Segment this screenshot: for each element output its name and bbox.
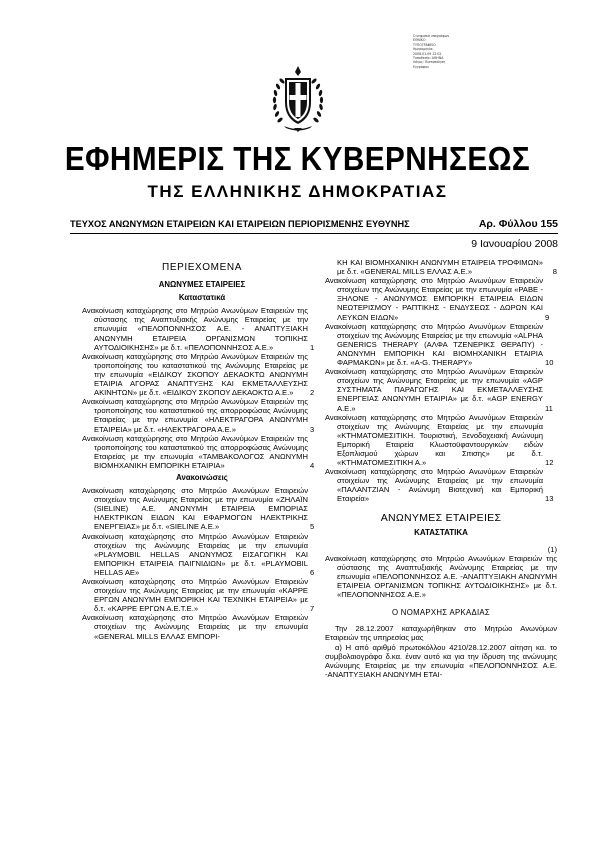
body-section-title: ΑΝΩΝΥΜΕΣ ΕΤΑΙΡΕΙΕΣ bbox=[380, 511, 502, 524]
toc-entry-text: Ανακοίνωση καταχώρησης στο Μητρώο Ανωνύμων Εταιρειών της τροποποίησης του καταστατικού της απορροφώσας Ανώνυμης Εταιρείας με την επωνυμία «ΗΛΕΚΤΡΑΓΟΡΑ ΑΝΩΝΥΜΗ ΕΤΑΙΡΕΙΑ» με δ.τ. «ΗΛΕΚΤΡΑΓΟΡΑ Α.Ε.» bbox=[82, 397, 308, 434]
toc-entry-text: Ανακοίνωση καταχώρησης στο Μητρώο Ανωνύμων Εταιρειών στοιχείων της Ανώνυμης Εταιρείας με την επωνυμία «ΚΤΗΜΑΤΟΜΕΣΙΤΙΚΗ. Τουριστική, Ξενοδοχειακή Ανώνυμη Εμπορική Εταιρεία Κλωστοϋφαντουργικών ειδών Εξοπλισμού χώρων και Σιτισης» με δ.τ. «ΚΤΗΜΑΤΟΜΕΣΙΤΙΚΗ Α.» bbox=[325, 412, 543, 468]
toc-entry-text: Ανακοίνωση καταχώρησης στο Μητρώο Ανωνύμων Εταιρειών στοιχείων της Ανώνυμης Εταιρείας με την επωνυμία «AGP ΣΥΣΤΗΜΑΤΑ ΠΑΡΑΓΩΓΗΣ ΚΑΙ ΕΚΜΕΤΑΛΛΕΥΣΗΣ ΕΝΕΡΓΕΙΑΣ ΑΝΩΝΥΜΗ ΕΤΑΙΡΙΑ» με δ.τ. «AGP ENERGY A.E.» bbox=[325, 367, 543, 413]
contents-column-left bbox=[82, 258, 322, 641]
toc-entry-text: Ανακοίνωση καταχώρησης στο Μητρώο Ανωνύμων Εταιρειών στοιχείων της Ανώνυμης Εταιρείας με την επωνυμία «GENERAL MILLS ΕΛΛΑΣ ΕΜΠΟΡΙ- bbox=[82, 613, 308, 641]
contents-column-right bbox=[325, 258, 557, 679]
toc-entry-text: Ανακοίνωση καταχώρησης στο Μητρώο Ανωνύμων Εταιρειών στοιχείων της Ανώνυμης Εταιρείας με την επωνυμία «ΖΗΛΑΪΝ (SIELINE) Α.Ε. ΑΝΩΝΥΜΗ ΕΤΑΙΡΕΙΑ ΕΜΠΟΡΙΑΣ ΗΛΕΚΤΡΙΚΩΝ ΕΙΔΩΝ ΚΑΙ ΕΦΑΡΜΟΓΩΝ ΗΛΕΚΤΡΙΚΗΣ ΕΝΕΡΓΕΙΑΣ» με δ.τ. «SIELINE A.E.» bbox=[82, 486, 308, 532]
toc-entry[interactable]: Ανακοίνωση καταχώρησης στο Μητρώο Ανωνύμων Εταιρειών στοιχείων της Ανώνυμης Εταιρείας με την επωνυμία «ALPHA GENERICS THERAPY (ΑΛΦΑ ΤΖΕΝΕΡΙΚΣ ΘΕΡΑΠΥ) - ΑΝΩΝΥΜΗ ΕΜΠΟΡΙΚΗ ΚΑΙ ΒΙΟΜΗΧΑΝΙΚΗ ΕΤΑΙΡΙΑ ΦΑΡΜΑΚΩΝ» με δ.τ. «A-G. THERAPY» 10 bbox=[325, 321, 554, 368]
toc-entry-text: Ανακοίνωση καταχώρησης στο Μητρώο Ανωνύμων Εταιρειών της σύστασης της Αναπτυξιακής Ανώνυμης Εταιρείας με την επωνυμία «ΠΕΛΟΠΟΝΝΗΣΟΣ Α.Ε. - ΑΝΑΠΤΥΞΙΑΚΗ ΑΝΩΝΥΜΗ ΕΤΑΙΡΕΙΑ ΟΡΓΑΝΙΣΜΩΝ ΤΟΠΙΚΗΣ ΑΥΤΟΔΙΟΙΚΗΣΗΣ» με δ.τ. «ΠΕΛΟΠΟΝΝΗΣΟΣ Α.Ε.» bbox=[82, 306, 308, 352]
toc-entry[interactable] bbox=[82, 613, 322, 640]
body-section-subtitle: ΚΑΤΑΣΤΑΤΙΚΑ bbox=[414, 527, 468, 537]
toc-entry-continued[interactable] bbox=[325, 258, 557, 276]
toc-entry[interactable]: Ανακοίνωση καταχώρησης στο Μητρώο Ανωνύμων Εταιρειών της σύστασης της Αναπτυξιακής Ανώνυμης Εταιρείας με την επωνυμία «ΠΕΛΟΠΟΝΝΗΣΟΣ Α.Ε. - ΑΝΑΠΤΥΞΙΑΚΗ ΑΝΩΝΥΜΗ ΕΤΑΙΡΕΙΑ ΟΡΓΑΝΙΣΜΩΝ ΤΟΠΙΚΗΣ ΑΥΤΟΔΙΟΙΚΗΣΗΣ» με δ.τ. «ΠΕΛΟΠΟΝΝΗΣΟΣ Α.Ε.» 1 bbox=[82, 306, 315, 352]
toc-entry[interactable]: Ανακοίνωση καταχώρησης στο Μητρώο Ανωνύμων Εταιρειών στοιχείων της Ανώνυμης Εταιρείας με την επωνυμία «ΖΗΛΑΪΝ (SIELINE) Α.Ε. ΑΝΩΝΥΜΗ ΕΤΑΙΡΕΙΑ ΕΜΠΟΡΙΑΣ ΗΛΕΚΤΡΙΚΩΝ ΕΙΔΩΝ ΚΑΙ ΕΦΑΡΜΟΓΩΝ ΗΛΕΚΤΡΙΚΗΣ ΕΝΕΡΓΕΙΑΣ» με δ.τ. «SIELINE A.E.» 5 bbox=[82, 486, 315, 532]
issue-date: 9 Ιανουαρίου 2008 bbox=[471, 238, 558, 250]
issue-row bbox=[70, 219, 558, 233]
prefecture-heading: Ο ΝΟΜΑΡΧΗΣ ΑΡΚΑΔΙΑΣ bbox=[391, 608, 491, 618]
stamp-line: Λόγος: Πιστοποίηση bbox=[413, 60, 446, 65]
toc-entry-text: Ανακοίνωση καταχώρησης στο Μητρώο Ανωνύμων Εταιρειών στοιχείων της Ανώνυμης Εταιρείας με την επωνυμία «PLAYMOBIL HELLAS ΑΝΩΝΥΜΟΣ ΕΙΣΑΓΩΓΙΚΗ ΚΑΙ ΕΜΠΟΡΙΚΗ ΕΤΑΙΡΕΙΑ ΠΑΙΓΝΙΔΙΩΝ» με δ.τ. «PLAYMOBIL HELLAS AE» bbox=[82, 531, 308, 577]
stamp-line: Εγγράφου bbox=[413, 64, 429, 69]
toc-entry[interactable]: Ανακοίνωση καταχώρησης στο Μητρώο Ανωνύμων Εταιρειών της τροποποίησης του καταστατικού της απορροφώσας Ανώνυμης Εταιρείας με την επωνυμία «ΗΛΕΚΤΡΑΓΟΡΑ ΑΝΩΝΥΜΗ ΕΤΑΙΡΕΙΑ» με δ.τ. «ΗΛΕΚΤΡΑΓΟΡΑ Α.Ε.» 3 bbox=[82, 397, 315, 434]
toc-entry[interactable]: Ανακοίνωση καταχώρησης στο Μητρώο Ανωνύμων Εταιρειών στοιχείων της Ανώνυμης Εταιρείας με την επωνυμία «PLAYMOBIL HELLAS ΑΝΩΝΥΜΟΣ ΕΙΣΑΓΩΓΙΚΗ ΚΑΙ ΕΜΠΟΡΙΚΗ ΕΤΑΙΡΕΙΑ ΠΑΙΓΝΙΔΙΩΝ» με δ.τ. «PLAYMOBIL HELLAS AE» 6 bbox=[82, 531, 315, 577]
stamp-line: ΕΘΝΙΚΟ bbox=[413, 38, 426, 43]
toc-entry[interactable]: Ανακοίνωση καταχώρησης στο Μητρώο Ανωνύμων Εταιρειών στοιχείων της Ανώνυμης Εταιρείας με την επωνυμία «ΠΑΛΑΝΤΖΙΑΝ - Ανώνυμη Βιοτεχνική και Εμπορική Εταιρεία» 13 bbox=[325, 467, 554, 504]
body-paragraph: Την 28.12.2007 καταχωρήθηκαν στο Μητρώο Ανωνύμων Εταιρειών της υπηρεσίας μας bbox=[325, 624, 557, 643]
coat-of-arms-icon bbox=[270, 62, 326, 134]
contents-title: ΠΕΡΙΕΧΟΜΕΝΑ bbox=[162, 262, 242, 273]
toc-entry[interactable]: Ανακοίνωση καταχώρησης στο Μητρώο Ανωνύμων Εταιρειών της τροποποίησης του καταστατικού της απορροφώσας Ανώνυμης Εταιρείας με την επωνυμία «ΤΑΜΒΑΚΟΛΟΓΟΣ ΑΝΩΝΥΜΗ ΒΙΟΜΗΧΑΝΙΚΗ ΕΜΠΟΡΙΚΗ ΕΤΑΙΡΙΑ» 4 bbox=[82, 433, 315, 470]
subsection-statutes: Καταστατικά bbox=[178, 293, 226, 303]
toc-entry[interactable]: Ανακοίνωση καταχώρησης στο Μητρώο Ανωνύμων Εταιρειών στοιχείων της Ανώνυμης Εταιρείας με την επωνυμία «ΚΤΗΜΑΤΟΜΕΣΙΤΙΚΗ. Τουριστική, Ξενοδοχειακή Ανώνυμη Εμπορική Εταιρεία Κλωστοϋφαντουργικών ειδών Εξοπλισμού χώρων και Σιτισης» με δ.τ. «ΚΤΗΜΑΤΟΜΕΣΙΤΙΚΗ Α.» 12 bbox=[325, 412, 554, 468]
stamp-line: Ημερομηνία: bbox=[413, 47, 434, 52]
header-divider bbox=[70, 233, 558, 234]
stamp-line: ΤΥΠΟΓΡΑΦΕΙΟ bbox=[413, 42, 436, 47]
item-heading: Ανακοίνωση καταχώρησης στο Μητρώο Ανωνύμων Εταιρειών της σύστασης της Αναπτυξιακής Ανώνυμης Εταιρείας με την επωνυμία «ΠΕΛΟΠΟΝΝΗΣΟΣ Α.Ε. -ΑΝΑΠΤΥΞΙΑΚΗ ΑΝΩΝΥΜΗ ΕΤΑΙΡΕΙΑ ΟΡΓΑΝΙΣΜΩΝ ΤΟΠΙΚΗΣ ΑΥΤΟΔΙΟΙΚΗΣΗΣ» με δ.τ. «ΠΕΛΟΠΟΝΝΗΣΟΣ Α.Ε.» bbox=[325, 553, 557, 600]
toc-entry[interactable]: Ανακοίνωση καταχώρησης στο Μητρώο Ανωνύμων Εταιρειών της τροποποίησης του καταστατικού της Ανώνυμης Εταιρείας με την επωνυμία «ΕΙΔΙΚΟΥ ΣΚΟΠΟΥ ΔΕΚΑΟΚΤΩ ΑΝΩΝΥΜΗ ΕΤΑΙΡΙΑ ΑΓΟΡΑΣ ΑΝΑΠΤΥΞΗΣ ΚΑΙ ΕΚΜΕΤΑΛΛΕΥΣΗΣ ΑΚΙΝΗΤΩΝ» με δ.τ. «ΕΙΔΙΚΟΥ ΣΚΟΠΟΥ ΔΕΚΑΟΚΤΩ Α.Ε.» 2 bbox=[82, 351, 315, 398]
issue-number: Αρ. Φύλλου 155 bbox=[478, 218, 558, 230]
section-title: ΑΝΩΝΥΜΕΣ ΕΤΑΙΡΕΙΕΣ bbox=[158, 280, 246, 290]
toc-entry-text: Ανακοίνωση καταχώρησης στο Μητρώο Ανωνύμων Εταιρειών στοιχείων της Ανώνυμης Εταιρείας με την επωνυμία «ΚΑΡΡΕ ΕΡΓΩΝ ΑΝΩΝΥΜΗ ΕΜΠΟΡΙΚΗ ΚΑΙ ΤΕΧΝΙΚΗ ΕΤΑΙΡΕΙΑ» με δ.τ. «ΚΑΡΡΕ ΕΡΓΩΝ Α.Ε.Τ.Ε.» bbox=[82, 577, 308, 614]
body-paragraph-item-a: α) Η από αριθμό πρωτοκόλλου 4210/28.12.2007 αίτηση κα. το συμβολαιογράφο δ.κα. έναν αυτό κα για την ίδρυση της ανώνυμης Ανώνυμης Εταιρείας με την επωνυμία «ΠΕΛΟΠΟΝΝΗΣΟΣ Α.Ε. -ΑΝΑΠΤΥΞΙΑΚΗ ΑΝΩΝΥΜΗ ΕΤΑΙ- bbox=[325, 642, 557, 679]
toc-entry-page: 8 bbox=[552, 267, 557, 277]
toc-entry-text: Ανακοίνωση καταχώρησης στο Μητρώο Ανωνύμων Εταιρειών της τροποποίησης του καταστατικού της Ανώνυμης Εταιρείας με την επωνυμία «ΕΙΔΙΚΟΥ ΣΚΟΠΟΥ ΔΕΚΑΟΚΤΩ ΑΝΩΝΥΜΗ ΕΤΑΙΡΙΑ ΑΓΟΡΑΣ ΑΝΑΠΤΥΞΗΣ ΚΑΙ ΕΚΜΕΤΑΛΛΕΥΣΗΣ ΑΚΙΝΗΤΩΝ» με δ.τ. «ΕΙΔΙΚΟΥ ΣΚΟΠΟΥ ΔΕΚΑΟΚΤΩ Α.Ε.» bbox=[82, 351, 308, 398]
toc-entry-text: ΚΗ ΚΑΙ ΒΙΟΜΗΧΑΝΙΚΗ ΑΝΩΝΥΜΗ ΕΤΑΙΡΕΙΑ ΤΡΟΦΙΜΩΝ» με δ.τ. «GENERAL MILLS ΕΛΛΑΣ Α.Ε.» bbox=[337, 258, 543, 277]
digital-signature-stamp bbox=[413, 34, 473, 69]
stamp-line: 2008.01.09 12:02 bbox=[413, 51, 442, 56]
toc-entry[interactable]: Ανακοίνωση καταχώρησης στο Μητρώο Ανωνύμων Εταιρειών στοιχείων της Ανώνυμης Εταιρείας με την επωνυμία «AGP ΣΥΣΤΗΜΑΤΑ ΠΑΡΑΓΩΓΗΣ ΚΑΙ ΕΚΜΕΤΑΛΛΕΥΣΗΣ ΕΝΕΡΓΕΙΑΣ ΑΝΩΝΥΜΗ ΕΤΑΙΡΙΑ» με δ.τ. «AGP ENERGY A.E.» 11 bbox=[325, 367, 553, 413]
subsection-announcements: Ανακοινώσεις bbox=[176, 472, 228, 482]
stamp-line: Ο ψηφιακά υπογράφων bbox=[413, 34, 450, 38]
gazette-title: ΕΦΗΜΕΡΙΣ ΤΗΣ ΚΥΒΕΡΝΗΣΕΩΣ bbox=[64, 140, 531, 177]
stamp-line: Τοποθεσία: ΑΘΗΝΑ bbox=[413, 56, 444, 61]
toc-entry-text: Ανακοίνωση καταχώρησης στο Μητρώο Ανωνύμων Εταιρειών στοιχείων της Ανώνυμης Εταιρείας με την επωνυμία «ΠΑΛΑΝΤΖΙΑΝ - Ανώνυμη Βιοτεχνική και Εμπορική Εταιρεία» bbox=[325, 467, 543, 504]
gazette-subtitle: ΤΗΣ ΕΛΛΗΝΙΚΗΣ ΔΗΜΟΚΡΑΤΙΑΣ bbox=[147, 182, 448, 201]
toc-entry[interactable]: Ανακοίνωση καταχώρησης στο Μητρώο Ανωνύμων Εταιρειών στοιχείων της Ανώνυμης Εταιρείας με την επωνυμία «ΚΑΡΡΕ ΕΡΓΩΝ ΑΝΩΝΥΜΗ ΕΜΠΟΡΙΚΗ ΚΑΙ ΤΕΧΝΙΚΗ ΕΤΑΙΡΕΙΑ» με δ.τ. «ΚΑΡΡΕ ΕΡΓΩΝ Α.Ε.Τ.Ε.» 7 bbox=[82, 577, 315, 614]
toc-entry-text: Ανακοίνωση καταχώρησης στο Μητρώο Ανωνύμων Εταιρειών στοιχείων της Ανώνυμης Εταιρείας με την επωνυμία «ALPHA GENERICS THERAPY (ΑΛΦΑ ΤΖΕΝΕΡΙΚΣ ΘΕΡΑΠΥ) - ΑΝΩΝΥΜΗ ΕΜΠΟΡΙΚΗ ΚΑΙ ΒΙΟΜΗΧΑΝΙΚΗ ΕΤΑΙΡΙΑ ΦΑΡΜΑΚΩΝ» με δ.τ. «A-G. THERAPY» bbox=[325, 321, 543, 368]
toc-entry-text: Ανακοίνωση καταχώρησης στο Μητρώο Ανωνύμων Εταιρειών της τροποποίησης του καταστατικού της απορροφώσας Ανώνυμης Εταιρείας με την επωνυμία «ΤΑΜΒΑΚΟΛΟΓΟΣ ΑΝΩΝΥΜΗ ΒΙΟΜΗΧΑΝΙΚΗ ΕΜΠΟΡΙΚΗ ΕΤΑΙΡΙΑ» bbox=[82, 433, 308, 470]
issue-type: ΤΕΥΧΟΣ ΑΝΩΝΥΜΩΝ ΕΤΑΙΡΕΙΩΝ ΚΑΙ ΕΤΑΙΡΕΙΩΝ ΠΕΡΙΟΡΙΣΜΕΝΗΣ ΕΥΘΥΝΗΣ bbox=[70, 219, 410, 229]
toc-entry-text: Ανακοίνωση καταχώρησης στο Μητρώο Ανωνύμων Εταιρειών στοιχείων της Ανώνυμης Εταιρείας με την επωνυμία «ΡΑΒΕ - ΞΗΛΟΝΕ - ΑΝΩΝΥΜΟΣ ΕΜΠΟΡΙΚΗ ΕΤΑΙΡΕΙΑ ΕΙΔΩΝ ΝΕΩΤΕΡΙΣΜΟΥ - ΡΑΠΤΙΚΗΣ - ΕΝΔΥΣΕΩΣ - ΔΩΡΩΝ ΚΑΙ ΛΕΥΚΩΝ ΕΙΔΩΝ» bbox=[325, 276, 543, 322]
item-number: (1) bbox=[547, 544, 557, 554]
toc-entry[interactable]: Ανακοίνωση καταχώρησης στο Μητρώο Ανωνύμων Εταιρειών στοιχείων της Ανώνυμης Εταιρείας με την επωνυμία «ΡΑΒΕ - ΞΗΛΟΝΕ - ΑΝΩΝΥΜΟΣ ΕΜΠΟΡΙΚΗ ΕΤΑΙΡΕΙΑ ΕΙΔΩΝ ΝΕΩΤΕΡΙΣΜΟΥ - ΡΑΠΤΙΚΗΣ - ΕΝΔΥΣΕΩΣ - ΔΩΡΩΝ ΚΑΙ ΛΕΥΚΩΝ ΕΙΔΩΝ» 9 bbox=[325, 276, 550, 322]
